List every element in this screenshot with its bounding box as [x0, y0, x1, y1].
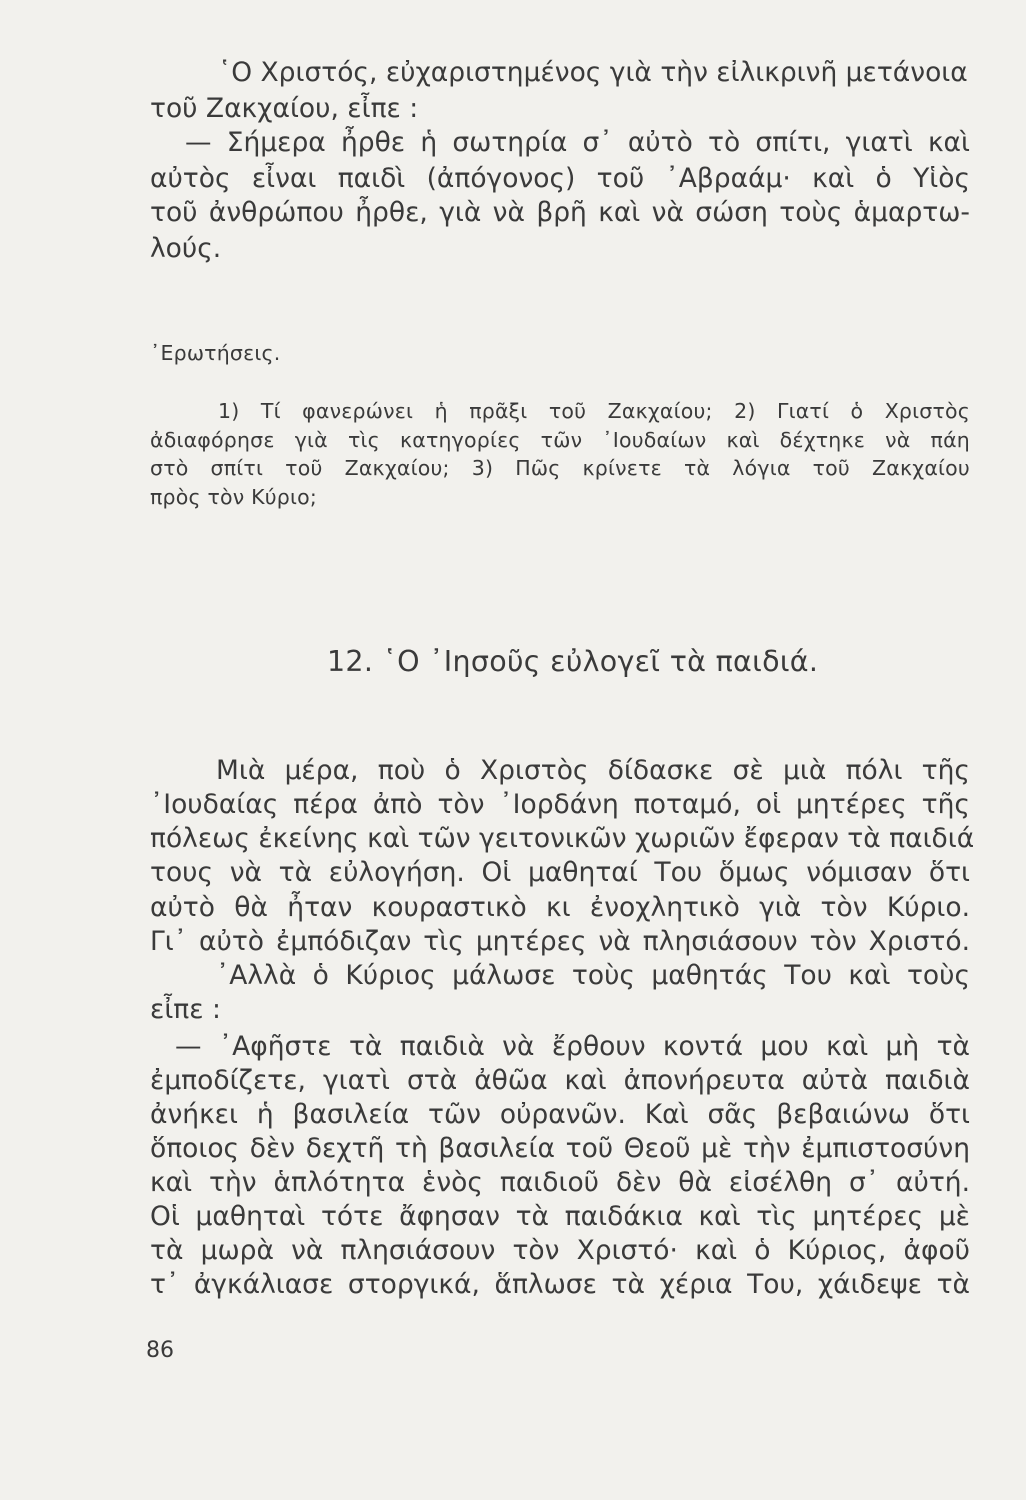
- text-line: τ᾽ ἀγκάλιασε στοργικά, ἅπλωσε τὰ χέρια Του, χάιδεψε τὰ: [150, 1269, 970, 1300]
- text-line: τους νὰ τὰ εὐλογήση. Οἱ μαθηταί Του ὅμως νόμισαν ὅτι: [150, 857, 970, 888]
- text-line: ᾿Αλλὰ ὁ Κύριος μάλωσε τοὺς μαθητάς Του καὶ τοὺς: [216, 960, 970, 991]
- text-line: — Σήμερα ἦρθε ἡ σωτηρία σ᾽ αὐτὸ τὸ σπίτι, γιατὶ καὶ: [185, 127, 970, 158]
- text-line: Μιὰ μέρα, ποὺ ὁ Χριστὸς δίδασκε σὲ μιὰ πόλι τῆς: [216, 755, 970, 786]
- text-line: καὶ τὴν ἁπλότητα ἑνὸς παιδιοῦ δὲν θὰ εἰσέλθη σ᾽ αὐτή.: [150, 1167, 970, 1198]
- text-line: ᾿Ιουδαίας πέρα ἀπὸ τὸν ᾿Ιορδάνη ποταμό, οἱ μητέρες τῆς: [150, 789, 970, 820]
- text-line: τοῦ ἀνθρώπου ἦρθε, γιὰ νὰ βρῆ καὶ νὰ σώση τοὺς ἁμαρτω-: [150, 197, 970, 228]
- question-line: στὸ σπίτι τοῦ Ζακχαίου; 3) Πῶς κρίνετε τὰ λόγια τοῦ Ζακχαίου: [150, 456, 970, 480]
- text-line: ὅποιος δὲν δεχτῆ τὴ βασιλεία τοῦ Θεοῦ μὲ τὴν ἐμπιστοσύνη: [150, 1133, 970, 1164]
- text-line: λούς.: [150, 233, 222, 264]
- text-line: τὰ μωρὰ νὰ πλησιάσουν τὸν Χριστό· καὶ ὁ Κύριος, ἀφοῦ: [150, 1235, 970, 1266]
- text-line: ἐμποδίζετε, γιατὶ στὰ ἀθῶα καὶ ἀπονήρευτα αὐτὰ παιδιὰ: [150, 1065, 970, 1096]
- text-line: — ᾿Αφῆστε τὰ παιδιὰ νὰ ἔρθουν κοντά μου καὶ μὴ τὰ: [175, 1031, 970, 1062]
- question-line: πρὸς τὸν Κύριο;: [150, 485, 317, 509]
- text-line: τοῦ Ζακχαίου, εἶπε :: [150, 93, 419, 124]
- text-line: εἶπε :: [150, 994, 221, 1025]
- text-line: Γι᾽ αὐτὸ ἐμπόδιζαν τὶς μητέρες νὰ πλησιάσουν τὸν Χριστό.: [150, 926, 970, 957]
- text-line: αὐτὸς εἶναι παιδὶ (ἀπόγονος) τοῦ ᾿Αβραάμ· καὶ ὁ Υἱὸς: [150, 163, 970, 194]
- text-line: αὐτὸ θὰ ἦταν κουραστικὸ κι ἐνοχλητικὸ γιὰ τὸν Κύριο.: [150, 892, 970, 923]
- question-line: ἀδιαφόρησε γιὰ τὶς κατηγορίες τῶν ᾿Ιουδαίων καὶ δέχτηκε νὰ πάη: [150, 428, 970, 452]
- text-line: πόλεως ἐκείνης καὶ τῶν γειτονικῶν χωριῶν ἔφεραν τὰ παιδιά: [150, 823, 975, 854]
- questions-heading: ᾿Ερωτήσεις.: [150, 341, 281, 365]
- question-line: 1) Τί φανερώνει ἡ πρᾶξι τοῦ Ζακχαίου; 2) Γιατί ὁ Χριστὸς: [218, 399, 970, 423]
- text-line: ῾Ο Χριστός, εὐχαριστημένος γιὰ τὴν εἰλικρινῆ μετάνοια: [218, 57, 968, 88]
- text-line: ἀνήκει ἡ βασιλεία τῶν οὐρανῶν. Καὶ σᾶς βεβαιώνω ὅτι: [150, 1099, 970, 1130]
- section-title: 12. ῾Ο ᾿Ιησοῦς εὐλογεῖ τὰ παιδιά.: [327, 645, 819, 678]
- page-number: 86: [146, 1338, 174, 1363]
- text-line: Οἱ μαθηταὶ τότε ἄφησαν τὰ παιδάκια καὶ τὶς μητέρες μὲ: [150, 1201, 970, 1232]
